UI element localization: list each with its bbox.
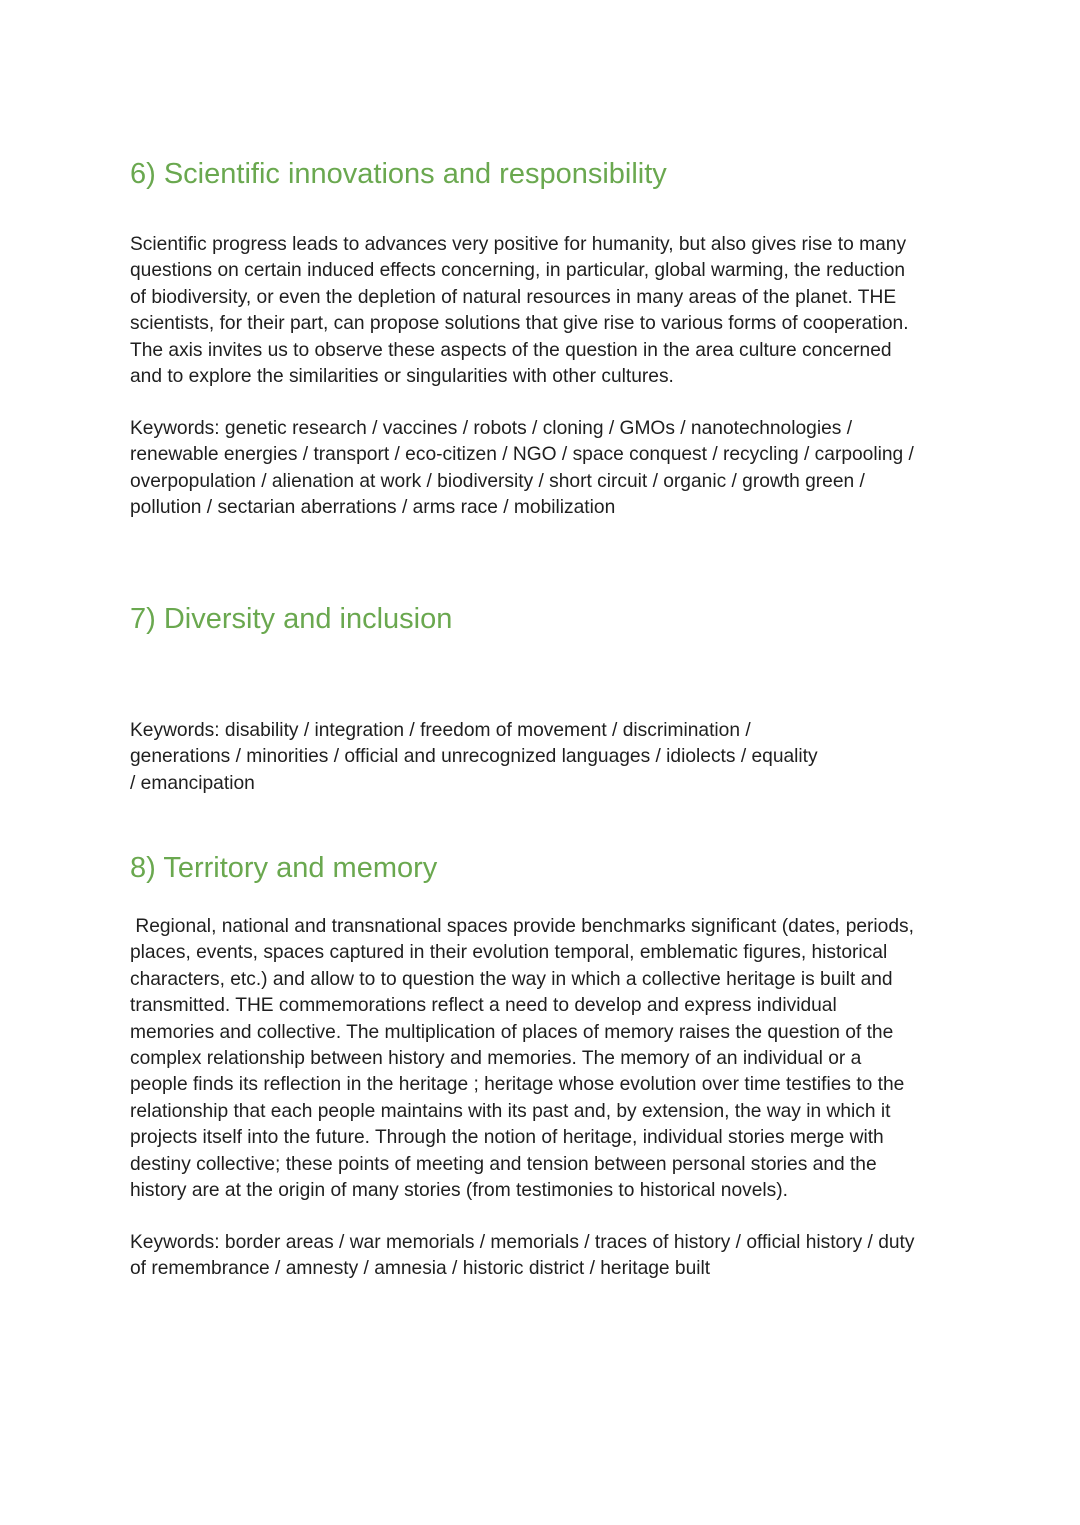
paragraph-line: people finds its reflection in the heritage ; heritage whose evolution over time testifies to the xyxy=(130,1074,905,1096)
section-heading-territory-memory: 8) Territory and memory xyxy=(130,852,438,884)
paragraph-line: Regional, national and transnational spaces provide benchmarks significant (dates, periods, xyxy=(130,916,914,937)
keywords-line: Keywords: disability / integration / freedom of movement / discrimination / xyxy=(130,720,751,741)
section-keywords-scientific-innovations xyxy=(130,416,960,522)
keywords-line: renewable energies / transport / eco-citizen / NGO / space conquest / recycling / carpooling / xyxy=(130,444,914,466)
paragraph-line: The axis invites us to observe these aspects of the question in the area culture concerned xyxy=(130,339,892,361)
paragraph-line: history are at the origin of many stories (from testimonies to historical novels). xyxy=(130,1180,788,1202)
paragraph-line: and to explore the similarities or singularities with other cultures. xyxy=(130,366,674,388)
keywords-line: Keywords: genetic research / vaccines / robots / cloning / GMOs / nanotechnologies / xyxy=(130,418,853,439)
keywords-line: overpopulation / alienation at work / biodiversity / short circuit / organic / growth green / xyxy=(130,470,865,492)
keywords-line: of remembrance / amnesty / amnesia / historic district / heritage built xyxy=(130,1258,711,1280)
paragraph-line: scientists, for their part, can propose solutions that give rise to various forms of cooperation. xyxy=(130,313,909,335)
paragraph-line: characters, etc.) and allow to to question the way in which a collective heritage is built and xyxy=(130,968,893,990)
paragraph-line: transmitted. THE commemorations reflect a need to develop and express individual xyxy=(130,995,837,1017)
paragraph-line: relationship that each people maintains with its past and, by extension, the way in which it xyxy=(130,1100,891,1122)
section-heading-scientific-innovations: 6) Scientific innovations and responsibility xyxy=(130,158,667,190)
paragraph-line: places, events, spaces captured in their evolution temporal, emblematic figures, historical xyxy=(130,942,888,964)
keywords-line: / emancipation xyxy=(130,772,255,794)
paragraph-line: of biodiversity, or even the depletion of natural resources in many areas of the planet. THE xyxy=(130,286,897,308)
keywords-line: generations / minorities / official and unrecognized languages / idiolects / equality xyxy=(130,746,818,768)
paragraph-line: Scientific progress leads to advances very positive for humanity, but also gives rise to many xyxy=(130,234,907,255)
paragraph-line: complex relationship between history and memories. The memory of an individual or a xyxy=(130,1048,862,1070)
section-paragraph-territory-memory xyxy=(130,914,960,1204)
paragraph-line: destiny collective; these points of meeting and tension between personal stories and the xyxy=(130,1153,877,1175)
keywords-line: pollution / sectarian aberrations / arms race / mobilization xyxy=(130,497,616,519)
paragraph-line: questions on certain induced effects concerning, in particular, global warming, the reduction xyxy=(130,260,906,282)
paragraph-line: memories and collective. The multiplication of places of memory raises the question of the xyxy=(130,1021,894,1043)
section-paragraph-scientific-innovations xyxy=(130,232,960,390)
section-keywords-diversity-inclusion xyxy=(130,718,960,797)
keywords-line: Keywords: border areas / war memorials / memorials / traces of history / official history / duty xyxy=(130,1232,915,1253)
section-keywords-territory-memory xyxy=(130,1230,960,1283)
paragraph-line: projects itself into the future. Through the notion of heritage, individual stories merge with xyxy=(130,1127,884,1149)
section-heading-diversity-inclusion: 7) Diversity and inclusion xyxy=(130,603,453,635)
